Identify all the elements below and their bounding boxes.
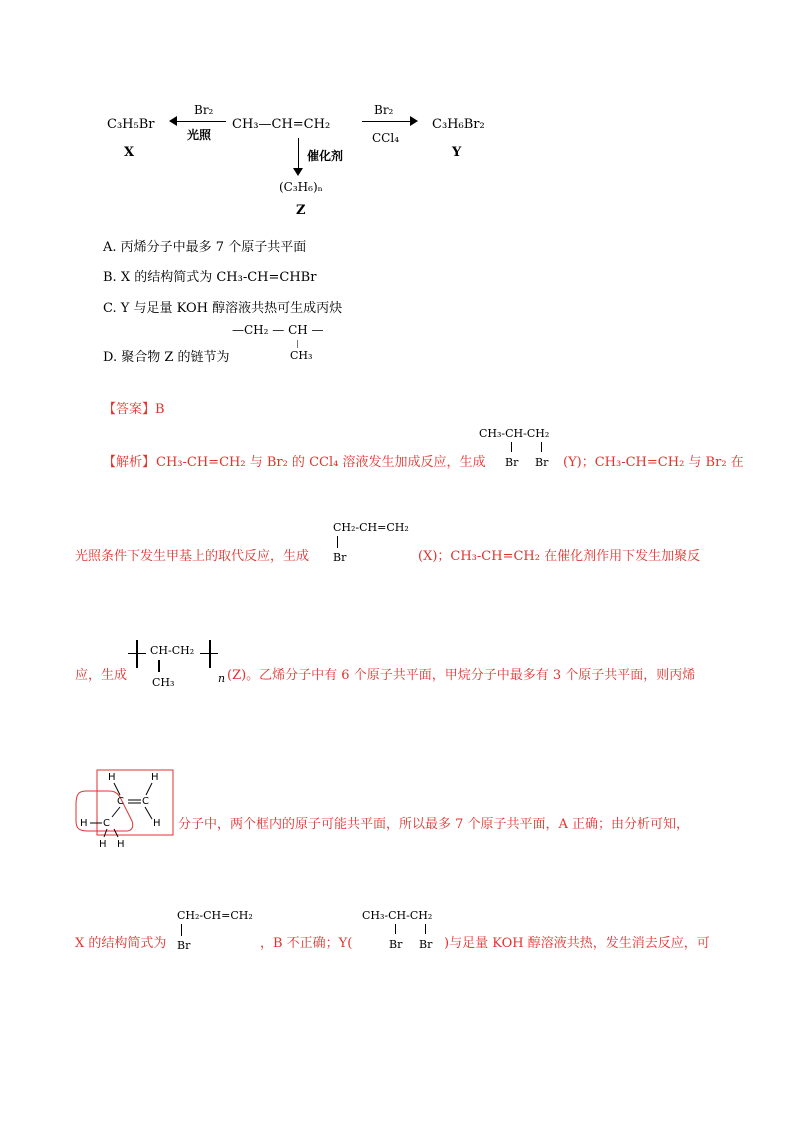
mol-h2: H (151, 772, 159, 783)
mol-c2: C (142, 796, 149, 807)
z-sub: CH₃ (152, 676, 175, 689)
z-top: CH-CH₂ (150, 644, 195, 657)
mol-c1: C (117, 796, 124, 807)
y-formula: C₃H₆Br₂ (432, 117, 485, 132)
x1-br: Br (333, 551, 347, 564)
y1-top: CH₃-CH-CH₂ (479, 427, 550, 440)
analysis-line4: 分子中，两个框内的原子可能共平面，所以最多 7 个原子共平面，A 正确；由分析可知， (178, 817, 690, 832)
mol-h3: H (153, 818, 161, 829)
down-condition: 催化剂 (307, 149, 344, 163)
mol-h1: H (108, 772, 116, 783)
analysis-line5: X 的结构简式为 (75, 936, 167, 951)
x-formula: C₃H₅Br (107, 117, 155, 132)
right-condition: CCl₄ (372, 131, 400, 145)
x1-top: CH₂-CH=CH₂ (333, 521, 409, 534)
right-reagent: Br₂ (374, 103, 394, 117)
analysis-line3-after: (Z)。乙烯分子中有 6 个原子共平面，甲烷分子中最多有 3 个原子共平面，则丙烯 (227, 668, 696, 683)
analysis-line2: 光照条件下发生甲基上的取代反应，生成 (75, 549, 310, 564)
analysis-line3: 应，生成 (75, 668, 128, 683)
propene-formula: CH₃—CH=CH₂ (232, 117, 331, 132)
y1-br2: Br (535, 456, 549, 469)
mol-h4: H (80, 818, 88, 829)
d-struct-top: —CH₂ — CH — (232, 323, 324, 337)
z-formula: (C₃H₆)ₙ (279, 180, 323, 194)
option-d: D. 聚合物 Z 的链节为 (103, 350, 230, 365)
mol-c3: C (103, 818, 110, 829)
x2-top: CH₂-CH=CH₂ (177, 909, 253, 922)
z-n: n (218, 672, 226, 685)
y2-top: CH₃-CH-CH₂ (362, 909, 433, 922)
answer-line: 【答案】B (103, 402, 165, 417)
option-a: A. 丙烯分子中最多 7 个原子共平面 (103, 240, 307, 255)
mol-h5: H (99, 839, 107, 850)
analysis-line1: CH₃-CH=CH₂ 与 Br₂ 的 CCl₄ 溶液发生加成反应，生成 (156, 455, 486, 470)
x2-br: Br (177, 939, 191, 952)
analysis-line1-after: (Y)；CH₃-CH=CH₂ 与 Br₂ 在 (563, 455, 744, 470)
y2-br1: Br (389, 938, 403, 951)
y2-br2: Br (419, 938, 433, 951)
d-struct-sub: CH₃ (290, 349, 313, 362)
analysis-tag: 【解析】 (103, 455, 156, 470)
left-reagent: Br₂ (194, 103, 214, 117)
x-label: X (124, 145, 135, 160)
y1-br1: Br (505, 456, 519, 469)
analysis-line2-after: (X)；CH₃-CH=CH₂ 在催化剂作用下发生加聚反 (418, 549, 701, 564)
left-condition: 光照 (187, 128, 212, 142)
y-label: Y (452, 145, 462, 160)
analysis-line5-mid: ，B 不正确；Y( (260, 936, 353, 951)
option-b: B. X 的结构简式为 CH₃-CH=CHBr (103, 270, 317, 285)
z-label: Z (296, 203, 306, 218)
mol-h6: H (117, 839, 125, 850)
option-c: C. Y 与足量 KOH 醇溶液共热可生成丙炔 (103, 301, 343, 316)
analysis-line5-after: )与足量 KOH 醇溶液共热，发生消去反应，可 (444, 936, 710, 951)
